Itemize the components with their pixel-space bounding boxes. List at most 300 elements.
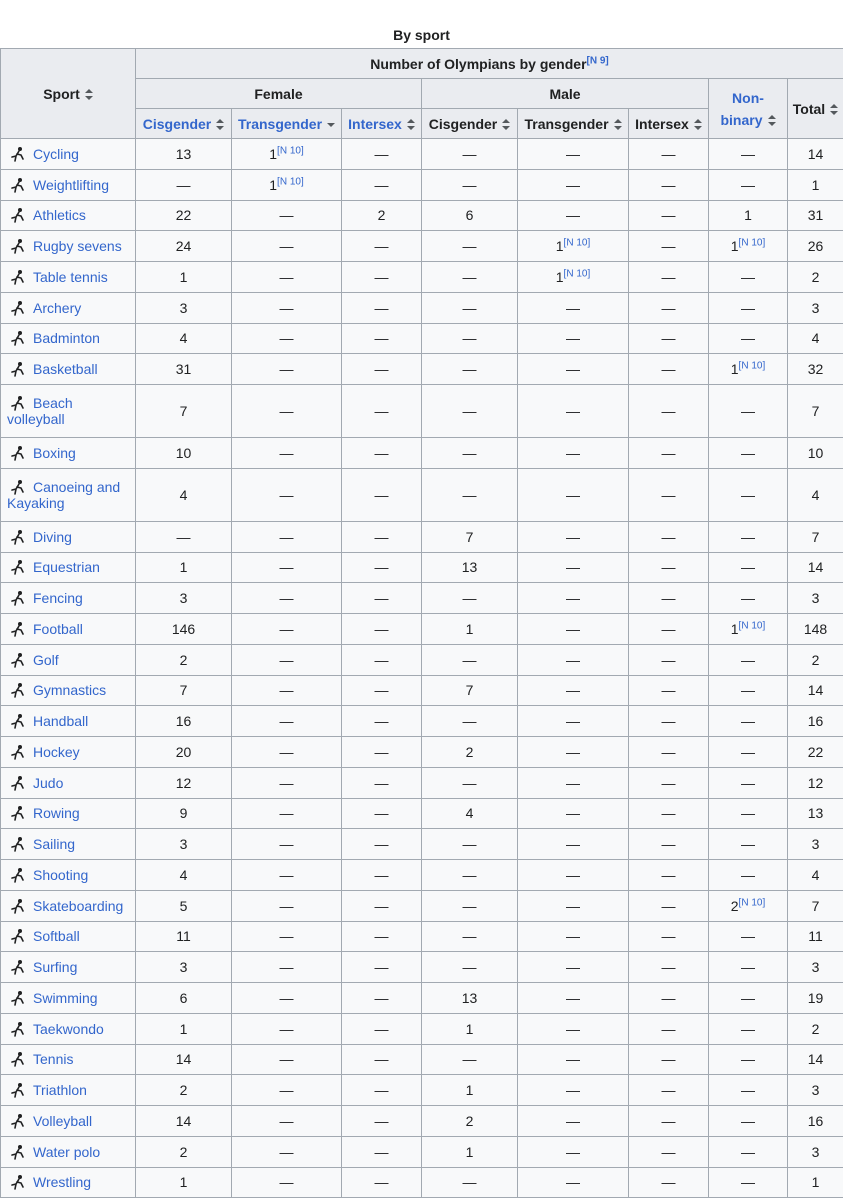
table-row bbox=[1, 323, 843, 354]
sport-cell bbox=[1, 231, 136, 262]
cell-f-cis bbox=[136, 231, 232, 262]
cell-f-cis bbox=[136, 468, 232, 521]
male-intersex-header[interactable]: Intersex bbox=[629, 109, 709, 139]
cell-value: 32 bbox=[807, 361, 824, 378]
cell-value: — bbox=[741, 145, 755, 162]
sport-column-header[interactable] bbox=[1, 49, 136, 139]
sport-cell bbox=[1, 860, 136, 891]
cell-f-trans bbox=[232, 1167, 342, 1198]
cell-value: 14 bbox=[175, 1112, 192, 1129]
transgender-link[interactable]: Transgender bbox=[237, 115, 323, 132]
cell-value: — bbox=[566, 682, 580, 699]
cell-value: — bbox=[374, 959, 389, 976]
sport-cell bbox=[1, 354, 136, 385]
cell-total bbox=[788, 438, 843, 469]
cell-value: — bbox=[741, 774, 755, 791]
cell-value: — bbox=[374, 836, 389, 853]
cell-m-trans bbox=[518, 1167, 629, 1198]
cell-value: — bbox=[374, 897, 389, 914]
sport-link[interactable]: Volleyball bbox=[33, 1112, 93, 1129]
cell-value: — bbox=[661, 1020, 676, 1037]
cell-m-inter bbox=[629, 1167, 709, 1198]
cell-value: 1 bbox=[730, 361, 739, 378]
cell-value: — bbox=[462, 651, 477, 668]
cell-value: — bbox=[661, 897, 676, 914]
cell-value: — bbox=[279, 559, 294, 576]
sport-link[interactable]: Water polo bbox=[33, 1143, 101, 1160]
sport-cell bbox=[1, 614, 136, 645]
cell-value: 7 bbox=[811, 897, 820, 914]
sort-both-icon[interactable] bbox=[694, 119, 702, 130]
cell-value: 13 bbox=[461, 989, 478, 1006]
cell-value: 1 bbox=[179, 1020, 188, 1037]
sport-cell bbox=[1, 468, 136, 521]
sport-cell bbox=[1, 438, 136, 469]
cell-m-trans bbox=[518, 385, 629, 438]
sort-both-icon[interactable] bbox=[768, 115, 776, 126]
cell-value: — bbox=[279, 1051, 294, 1068]
cell-value: — bbox=[741, 1082, 755, 1099]
sport-link[interactable]: Beach volleyball bbox=[7, 395, 73, 427]
cell-nb bbox=[709, 952, 788, 983]
cell-f-inter bbox=[342, 952, 422, 983]
table-row bbox=[1, 1136, 843, 1167]
footnote-link[interactable]: [N 10] bbox=[738, 896, 766, 908]
cell-total bbox=[788, 798, 843, 829]
sport-link[interactable]: Canoeing and Kayaking bbox=[7, 478, 121, 511]
cell-value: 7 bbox=[465, 528, 474, 545]
table-row bbox=[1, 675, 843, 706]
male-transgender-header[interactable]: Transgender bbox=[518, 109, 629, 139]
cell-m-cis bbox=[422, 921, 518, 952]
cell-m-cis bbox=[422, 1167, 518, 1198]
cell-value: — bbox=[462, 238, 477, 255]
cell-f-trans bbox=[232, 952, 342, 983]
cell-m-trans bbox=[518, 890, 629, 921]
cell-value: 3 bbox=[811, 959, 820, 976]
cell-nb bbox=[709, 1106, 788, 1137]
cell-value: — bbox=[566, 590, 580, 607]
sport-cell bbox=[1, 1106, 136, 1137]
table-row bbox=[1, 262, 843, 293]
sport-link[interactable]: Gymnastics bbox=[33, 682, 107, 699]
cell-m-inter bbox=[629, 468, 709, 521]
cell-m-cis bbox=[422, 521, 518, 552]
cell-value: — bbox=[661, 928, 676, 945]
cell-f-trans bbox=[232, 231, 342, 262]
cell-m-trans bbox=[518, 1136, 629, 1167]
cell-f-trans bbox=[232, 706, 342, 737]
boxing-icon bbox=[7, 445, 29, 461]
cell-m-trans bbox=[518, 706, 629, 737]
cell-value: — bbox=[661, 330, 676, 347]
sort-both-icon[interactable] bbox=[85, 89, 93, 100]
sport-link[interactable]: Taekwondo bbox=[33, 1020, 104, 1037]
cell-f-trans bbox=[232, 890, 342, 921]
cell-value: — bbox=[741, 928, 755, 945]
cell-value: — bbox=[741, 330, 755, 347]
cell-value: — bbox=[741, 651, 755, 668]
cell-value: 13 bbox=[175, 145, 192, 162]
cell-m-cis bbox=[422, 323, 518, 354]
sport-link[interactable]: Handball bbox=[33, 713, 89, 730]
sort-both-icon[interactable] bbox=[830, 104, 838, 115]
cell-nb bbox=[709, 798, 788, 829]
cell-value: — bbox=[374, 805, 389, 822]
sport-link[interactable]: Wrestling bbox=[33, 1174, 92, 1191]
cell-f-cis bbox=[136, 890, 232, 921]
male-group-header: Male bbox=[422, 79, 709, 109]
sport-cell bbox=[1, 952, 136, 983]
gender-group-header bbox=[136, 49, 843, 79]
female-transgender-header[interactable] bbox=[232, 109, 342, 139]
cell-value: 1 bbox=[555, 238, 564, 255]
cell-nb bbox=[709, 829, 788, 860]
cell-total bbox=[788, 468, 843, 521]
cell-m-cis bbox=[422, 169, 518, 200]
sport-cell bbox=[1, 292, 136, 323]
sport-cell bbox=[1, 1044, 136, 1075]
cell-value: — bbox=[661, 743, 676, 760]
cell-m-inter bbox=[629, 385, 709, 438]
cell-m-trans bbox=[518, 983, 629, 1014]
female-group-header: Female bbox=[136, 79, 422, 109]
cell-value: 2 bbox=[465, 1112, 474, 1129]
cell-nb bbox=[709, 706, 788, 737]
cell-value: — bbox=[374, 928, 389, 945]
cell-f-inter bbox=[342, 737, 422, 768]
cell-f-trans bbox=[232, 614, 342, 645]
sport-link[interactable]: Cycling bbox=[33, 145, 79, 162]
footnote-link[interactable]: [N 10] bbox=[563, 237, 591, 249]
cell-value: 1 bbox=[744, 207, 752, 224]
nonbinary-column-header[interactable] bbox=[709, 79, 788, 139]
footnote-link[interactable]: [N 10] bbox=[277, 175, 304, 187]
sport-link[interactable]: Golf bbox=[33, 651, 59, 668]
cell-m-trans bbox=[518, 323, 629, 354]
cell-value: — bbox=[279, 361, 294, 378]
cell-m-cis bbox=[422, 829, 518, 860]
cell-value: — bbox=[566, 959, 580, 976]
cell-total bbox=[788, 952, 843, 983]
cell-value: — bbox=[566, 528, 580, 545]
cell-value: 2 bbox=[179, 1143, 188, 1160]
cell-value: — bbox=[661, 238, 676, 255]
footnote-link[interactable]: [N 10] bbox=[738, 237, 766, 249]
cell-f-trans bbox=[232, 860, 342, 891]
cell-total bbox=[788, 1013, 843, 1044]
cell-value: — bbox=[661, 207, 676, 224]
cell-value: — bbox=[741, 176, 755, 193]
sort-both-icon[interactable] bbox=[216, 119, 224, 130]
cell-m-inter bbox=[629, 354, 709, 385]
footnote-link[interactable]: [N 10] bbox=[738, 620, 766, 632]
cell-value: — bbox=[279, 238, 294, 255]
cell-f-inter bbox=[342, 292, 422, 323]
cell-value: 11 bbox=[808, 928, 823, 945]
sort-descending-icon[interactable] bbox=[327, 119, 335, 130]
table-row bbox=[1, 468, 843, 521]
sport-link[interactable]: Hockey bbox=[33, 743, 80, 760]
cell-value: — bbox=[374, 620, 389, 637]
cell-f-inter bbox=[342, 798, 422, 829]
cell-value: — bbox=[374, 268, 389, 285]
cell-value: — bbox=[741, 1112, 755, 1129]
cell-value: — bbox=[661, 1082, 676, 1099]
cell-m-cis bbox=[422, 614, 518, 645]
cell-f-cis bbox=[136, 354, 232, 385]
cell-value: 7 bbox=[811, 403, 820, 419]
cell-value: — bbox=[741, 299, 755, 316]
table-row bbox=[1, 706, 843, 737]
cell-total bbox=[788, 890, 843, 921]
cell-m-cis bbox=[422, 890, 518, 921]
softball-icon bbox=[7, 928, 29, 944]
cell-f-inter bbox=[342, 385, 422, 438]
beach-volleyball-icon bbox=[7, 395, 29, 411]
table-row bbox=[1, 983, 843, 1014]
male-cisgender-header[interactable]: Cisgender bbox=[422, 109, 518, 139]
cell-value: 1 bbox=[465, 1020, 474, 1037]
table-row bbox=[1, 829, 843, 860]
cell-f-cis bbox=[136, 952, 232, 983]
cell-nb bbox=[709, 860, 788, 891]
sport-link[interactable]: Rugby sevens bbox=[33, 238, 122, 255]
cell-f-trans bbox=[232, 921, 342, 952]
sport-link[interactable]: Weightlifting bbox=[33, 176, 110, 193]
footnote-link[interactable]: [N 10] bbox=[277, 145, 304, 157]
cell-value: 3 bbox=[179, 836, 188, 853]
sort-both-icon[interactable] bbox=[407, 119, 415, 130]
cell-f-inter bbox=[342, 1075, 422, 1106]
sport-link[interactable]: Table tennis bbox=[33, 268, 108, 285]
cell-nb bbox=[709, 614, 788, 645]
sport-link[interactable]: Fencing bbox=[33, 590, 83, 607]
total-column-header[interactable] bbox=[788, 79, 843, 139]
cell-value: 10 bbox=[807, 444, 824, 461]
cell-m-inter bbox=[629, 169, 709, 200]
sport-link[interactable]: Triathlon bbox=[33, 1082, 87, 1099]
cell-value: 1 bbox=[269, 145, 278, 162]
cell-nb bbox=[709, 323, 788, 354]
cell-total bbox=[788, 675, 843, 706]
cell-value: 7 bbox=[179, 682, 188, 699]
cell-value: — bbox=[279, 989, 294, 1006]
cell-total bbox=[788, 139, 843, 170]
cell-f-trans bbox=[232, 385, 342, 438]
cell-value: — bbox=[566, 403, 580, 419]
cell-value: — bbox=[661, 836, 676, 853]
cell-m-trans bbox=[518, 521, 629, 552]
cell-value: 4 bbox=[179, 866, 188, 883]
cell-value: — bbox=[374, 238, 389, 255]
footnote-link[interactable]: [N 10] bbox=[738, 360, 766, 372]
weightlifting-icon bbox=[7, 177, 29, 193]
table-row bbox=[1, 385, 843, 438]
cell-f-cis bbox=[136, 1013, 232, 1044]
cell-m-inter bbox=[629, 139, 709, 170]
cell-m-trans bbox=[518, 1013, 629, 1044]
cell-m-trans bbox=[518, 262, 629, 293]
intersex-link[interactable]: Intersex bbox=[348, 115, 402, 132]
cell-f-trans bbox=[232, 292, 342, 323]
cell-m-cis bbox=[422, 292, 518, 323]
cell-value: — bbox=[741, 559, 755, 576]
sport-header-label: Sport bbox=[43, 85, 80, 102]
female-intersex-header[interactable] bbox=[342, 109, 422, 139]
cell-value: — bbox=[462, 1051, 477, 1068]
sport-link[interactable]: Tennis bbox=[33, 1051, 74, 1068]
cell-nb bbox=[709, 200, 788, 231]
cell-value: — bbox=[279, 444, 294, 461]
cell-value: 14 bbox=[807, 682, 824, 699]
table-row bbox=[1, 890, 843, 921]
sport-link[interactable]: Skateboarding bbox=[33, 897, 124, 914]
cell-m-inter bbox=[629, 798, 709, 829]
cell-total bbox=[788, 200, 843, 231]
total-header-label: Total bbox=[792, 100, 826, 117]
cell-value: — bbox=[279, 330, 294, 347]
cell-value: 1 bbox=[179, 268, 188, 285]
sport-link[interactable]: Badminton bbox=[33, 330, 100, 347]
cell-value: — bbox=[279, 620, 294, 637]
cell-m-trans bbox=[518, 921, 629, 952]
cell-value: — bbox=[462, 774, 477, 791]
sport-cell bbox=[1, 798, 136, 829]
cell-value: — bbox=[374, 528, 389, 545]
table-row bbox=[1, 1044, 843, 1075]
cell-value: — bbox=[279, 651, 294, 668]
sport-cell bbox=[1, 262, 136, 293]
footnote-link[interactable]: [N 9] bbox=[586, 54, 609, 66]
cell-f-inter bbox=[342, 262, 422, 293]
sort-both-icon[interactable] bbox=[502, 119, 510, 130]
sport-link[interactable]: Football bbox=[33, 620, 83, 637]
cell-f-inter bbox=[342, 921, 422, 952]
cell-value: — bbox=[279, 268, 294, 285]
cell-total bbox=[788, 1106, 843, 1137]
sport-link[interactable]: Basketball bbox=[33, 361, 98, 378]
sport-link[interactable]: Shooting bbox=[33, 866, 89, 883]
cell-value: — bbox=[279, 528, 294, 545]
sport-link[interactable]: Boxing bbox=[33, 444, 76, 461]
nonbinary-link[interactable]: Non- binary bbox=[720, 89, 764, 128]
cell-m-trans bbox=[518, 1075, 629, 1106]
cell-m-inter bbox=[629, 1136, 709, 1167]
cell-value: — bbox=[279, 959, 294, 976]
cell-f-trans bbox=[232, 200, 342, 231]
cell-value: 2 bbox=[377, 207, 386, 224]
sort-both-icon[interactable] bbox=[614, 119, 622, 130]
cell-value: 12 bbox=[807, 774, 824, 791]
cell-value: — bbox=[661, 989, 676, 1006]
cell-m-trans bbox=[518, 1044, 629, 1075]
cell-nb bbox=[709, 139, 788, 170]
sport-link[interactable]: Athletics bbox=[33, 207, 86, 224]
equestrian-icon bbox=[7, 559, 29, 575]
cell-f-cis bbox=[136, 139, 232, 170]
cell-m-trans bbox=[518, 737, 629, 768]
taekwondo-icon bbox=[7, 1021, 29, 1037]
cell-f-trans bbox=[232, 262, 342, 293]
cell-m-cis bbox=[422, 1106, 518, 1137]
cell-f-inter bbox=[342, 1167, 422, 1198]
cell-m-trans bbox=[518, 767, 629, 798]
cell-f-trans bbox=[232, 767, 342, 798]
cell-nb bbox=[709, 737, 788, 768]
sport-cell bbox=[1, 1167, 136, 1198]
sport-link[interactable]: Judo bbox=[33, 774, 64, 791]
surfing-icon bbox=[7, 959, 29, 975]
cell-value: 11 bbox=[176, 928, 191, 945]
table-row bbox=[1, 798, 843, 829]
footnote-link[interactable]: [N 10] bbox=[563, 268, 591, 280]
cell-f-trans bbox=[232, 829, 342, 860]
cell-value: 146 bbox=[171, 620, 196, 637]
cell-value: — bbox=[566, 207, 580, 224]
cell-nb bbox=[709, 231, 788, 262]
cell-m-inter bbox=[629, 829, 709, 860]
skateboarding-icon bbox=[7, 898, 29, 914]
sport-link[interactable]: Surfing bbox=[33, 959, 78, 976]
cisgender-link[interactable]: Cisgender bbox=[142, 115, 212, 132]
sport-cell bbox=[1, 644, 136, 675]
sport-link[interactable]: Diving bbox=[33, 528, 72, 545]
sport-link[interactable]: Archery bbox=[33, 299, 82, 316]
cell-value: — bbox=[661, 805, 676, 822]
cell-f-trans bbox=[232, 169, 342, 200]
cell-m-inter bbox=[629, 737, 709, 768]
female-cisgender-header[interactable] bbox=[136, 109, 232, 139]
sailing-icon bbox=[7, 836, 29, 852]
cell-nb bbox=[709, 292, 788, 323]
fencing-icon bbox=[7, 590, 29, 606]
cell-f-inter bbox=[342, 614, 422, 645]
cell-value: 14 bbox=[807, 559, 824, 576]
cell-value: 4 bbox=[179, 486, 188, 503]
sport-cell bbox=[1, 890, 136, 921]
cell-value: — bbox=[374, 145, 389, 162]
cell-value: 1 bbox=[179, 559, 188, 576]
sport-link[interactable]: Equestrian bbox=[33, 559, 100, 576]
sport-link[interactable]: Swimming bbox=[33, 989, 98, 1006]
gymnastics-icon bbox=[7, 682, 29, 698]
basketball-icon bbox=[7, 361, 29, 377]
cell-f-cis bbox=[136, 644, 232, 675]
cell-value: 3 bbox=[811, 299, 820, 316]
cell-value: — bbox=[374, 330, 389, 347]
cell-value: 1 bbox=[811, 1174, 820, 1191]
cell-value: — bbox=[661, 145, 676, 162]
cell-m-cis bbox=[422, 1136, 518, 1167]
table-row bbox=[1, 614, 843, 645]
cell-total bbox=[788, 614, 843, 645]
sport-link[interactable]: Rowing bbox=[33, 805, 80, 822]
cell-value: — bbox=[566, 1174, 580, 1191]
cell-f-inter bbox=[342, 231, 422, 262]
cell-m-inter bbox=[629, 1075, 709, 1106]
cell-value: — bbox=[661, 299, 676, 316]
cell-value: — bbox=[462, 959, 477, 976]
cell-value: — bbox=[279, 1082, 294, 1099]
cell-value: 13 bbox=[461, 559, 478, 576]
cell-f-cis bbox=[136, 262, 232, 293]
sport-link[interactable]: Softball bbox=[33, 928, 80, 945]
cell-value: 1 bbox=[465, 1143, 474, 1160]
cell-value: — bbox=[661, 959, 676, 976]
cell-m-cis bbox=[422, 468, 518, 521]
sport-link[interactable]: Sailing bbox=[33, 836, 76, 853]
